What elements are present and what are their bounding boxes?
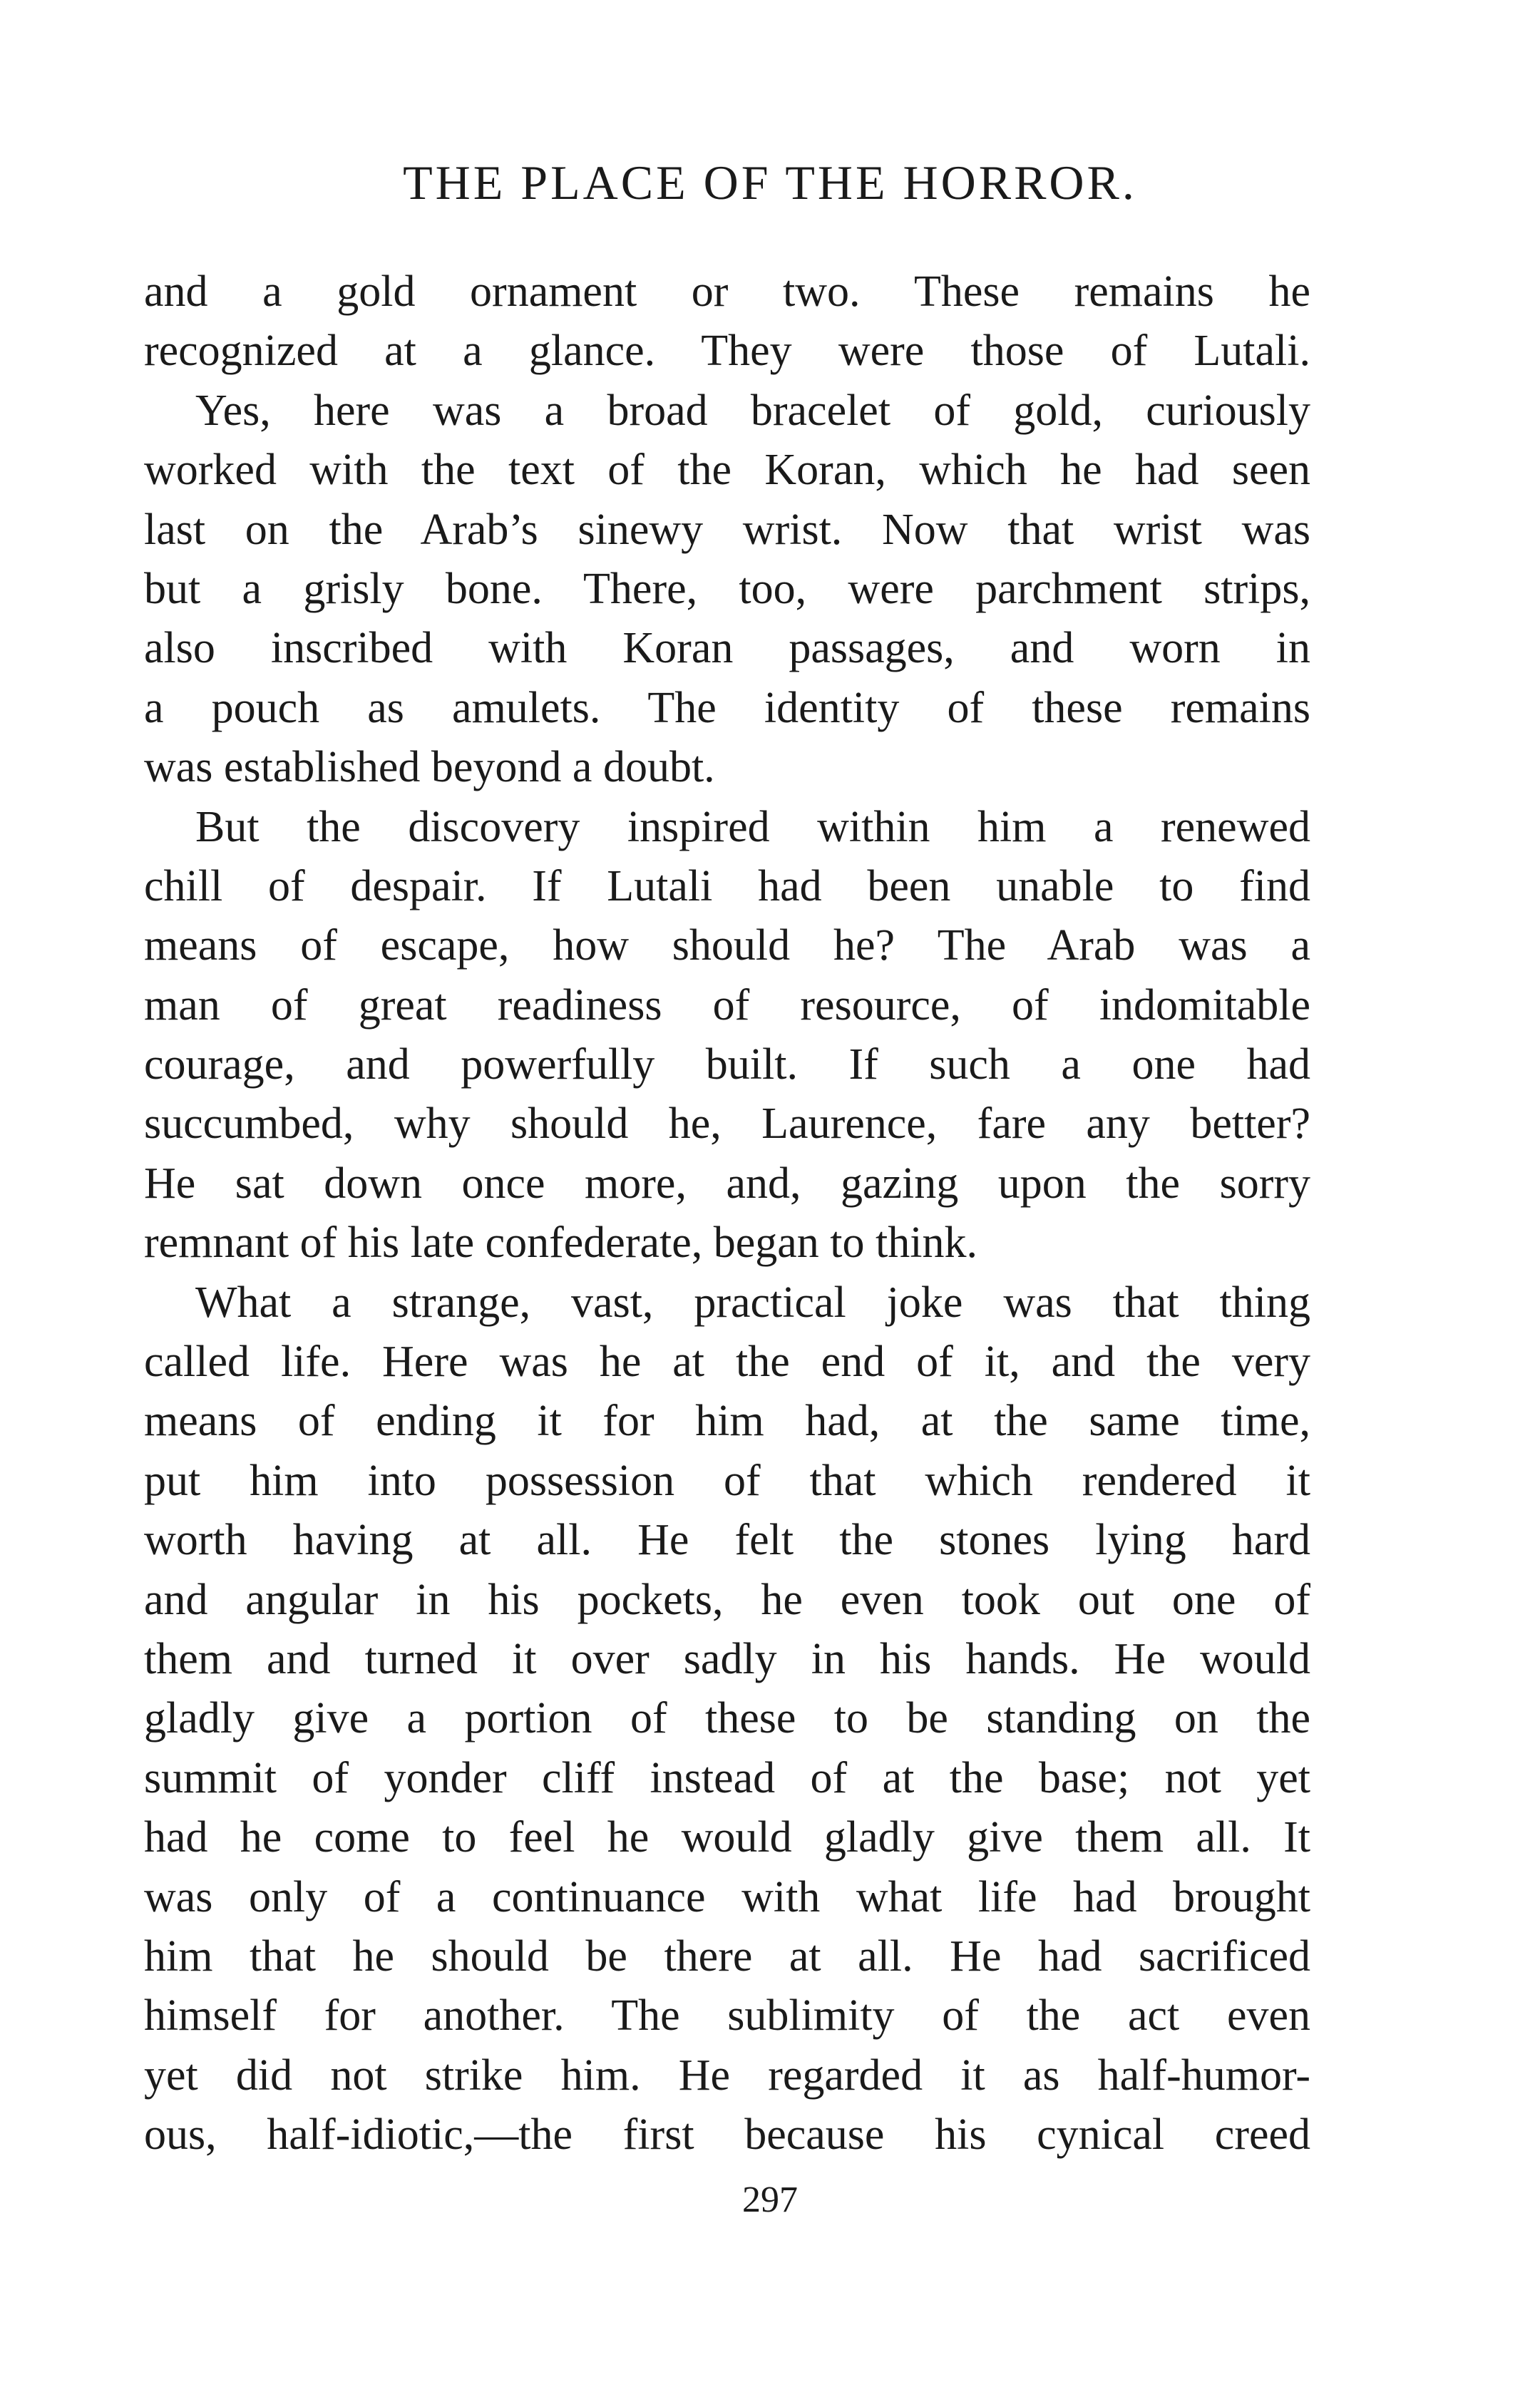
text-line: and angular in his pockets, he even took out one of	[144, 1575, 1310, 1624]
text-line: and a gold ornament or two. These remains he	[144, 267, 1310, 316]
text-line: ous, half-idiotic,—the first because his cynical creed	[144, 2110, 1310, 2160]
text-line: means of ending it for him had, at the same time,	[144, 1397, 1310, 1446]
text-line: chill of despair. If Lutali had been unable to find	[144, 861, 1310, 910]
paragraph-end-line: was established beyond a doubt.	[144, 743, 715, 792]
text-line: recognized at a glance. They were those of Lutali.	[144, 327, 1310, 376]
paragraph-start-line: But the discovery inspired within him a renewed	[195, 802, 1310, 851]
text-line: means of escape, how should he? The Arab was a	[144, 921, 1310, 970]
text-line: worked with the text of the Koran, which he had seen	[144, 446, 1310, 495]
text-line: yet did not strike him. He regarded it as half-humor-	[144, 2050, 1310, 2100]
text-line: worth having at all. He felt the stones lying hard	[144, 1516, 1310, 1565]
text-line: He sat down once more, and, gazing upon the sorry	[144, 1159, 1310, 1208]
text-line: summit of yonder cliff instead of at the base; not yet	[144, 1753, 1310, 1802]
paragraph-start-line: What a strange, vast, practical joke was that thing	[195, 1278, 1310, 1327]
text-line: them and turned it over sadly in his hands. He would	[144, 1634, 1310, 1683]
text-line: last on the Arab’s sinewy wrist. Now that wrist was	[144, 505, 1310, 554]
text-line: him that he should be there at all. He had sacrificed	[144, 1931, 1310, 1981]
text-line: man of great readiness of resource, of indomitable	[144, 980, 1310, 1030]
text-line: himself for another. The sublimity of the act even	[144, 1991, 1310, 2041]
paragraph-start-line: Yes, here was a broad bracelet of gold, curiously	[195, 386, 1310, 435]
text-line: had he come to feel he would gladly give them all. It	[144, 1813, 1310, 1862]
paragraph-end-line: remnant of his late confederate, began to think.	[144, 1218, 977, 1268]
text-line: gladly give a portion of these to be standing on the	[144, 1694, 1310, 1743]
text-line: also inscribed with Koran passages, and worn in	[144, 624, 1310, 673]
running-title: THE PLACE OF THE HORROR.	[403, 155, 1137, 210]
text-line: but a grisly bone. There, too, were parchment strips,	[144, 564, 1310, 613]
text-line: called life. Here was he at the end of it, and the very	[144, 1338, 1310, 1387]
body-text	[144, 262, 1310, 2165]
text-line: courage, and powerfully built. If such a one had	[144, 1040, 1310, 1089]
text-line: a pouch as amulets. The identity of these remains	[144, 683, 1310, 732]
text-line: was only of a continuance with what life had brought	[144, 1872, 1310, 1921]
text-line: succumbed, why should he, Laurence, fare any better?	[144, 1099, 1310, 1149]
text-line: put him into possession of that which rendered it	[144, 1456, 1310, 1505]
page-number: 297	[742, 2180, 798, 2220]
